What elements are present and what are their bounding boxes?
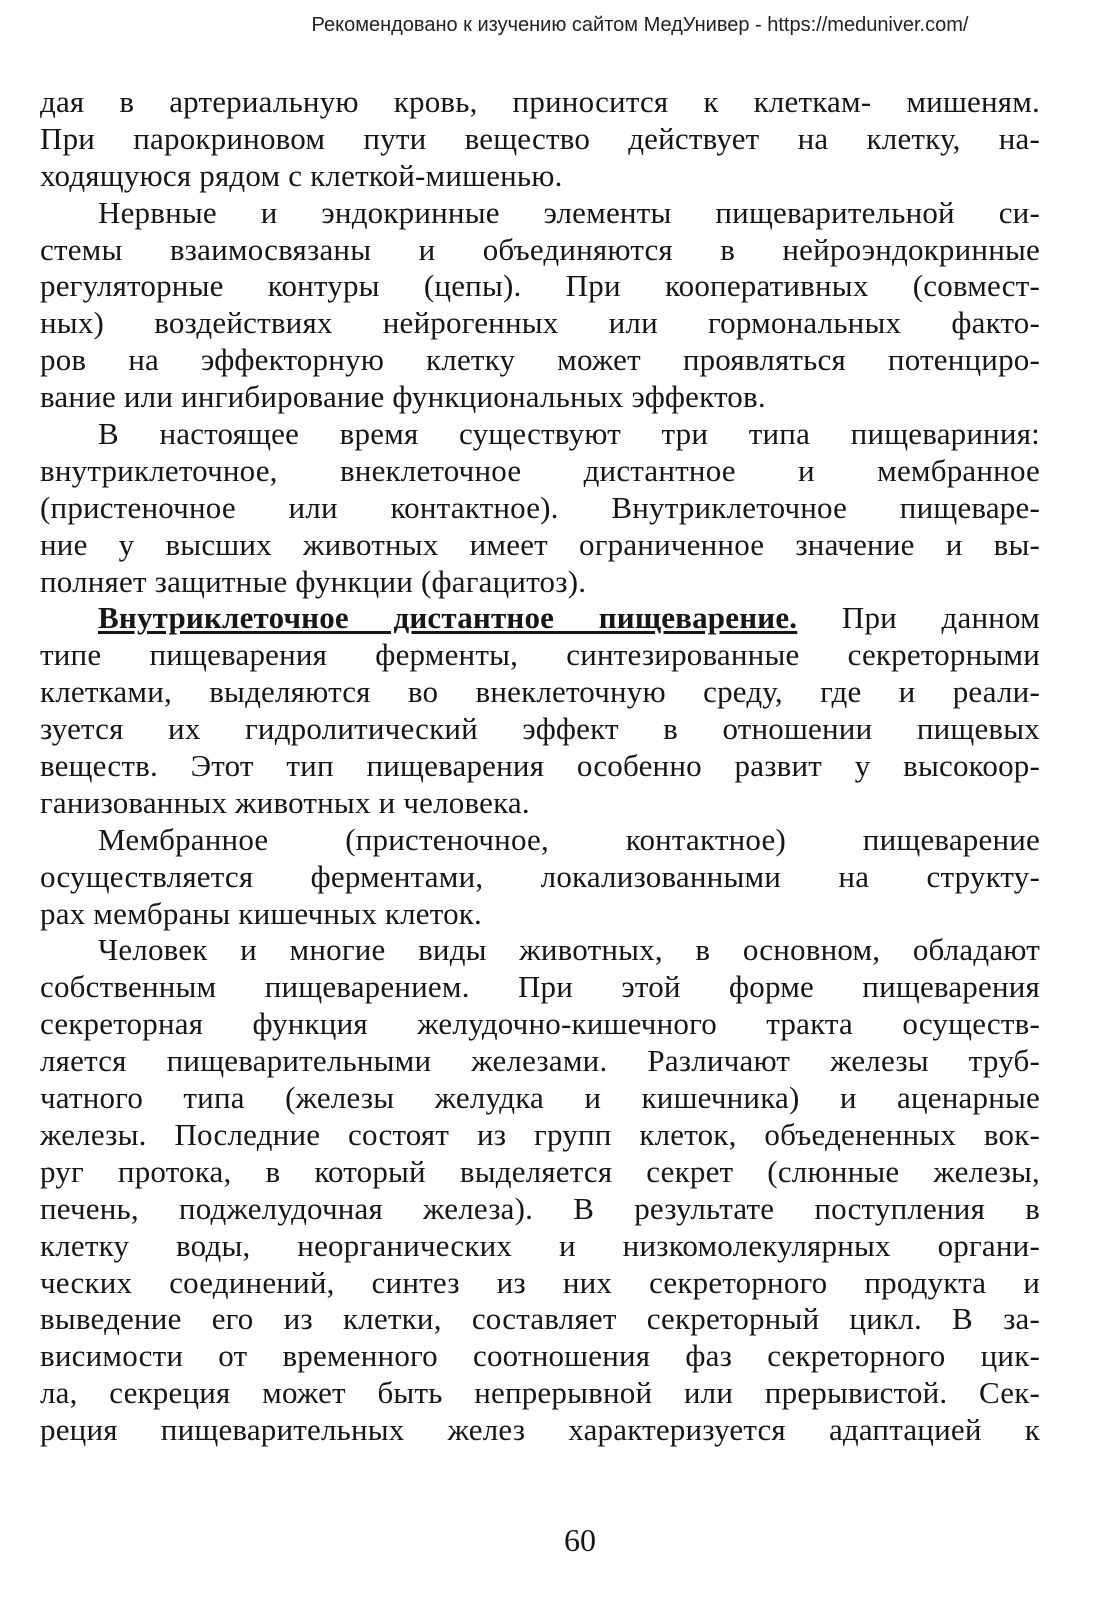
text-line: зуется их гидролитический эффект в отношении пищевых xyxy=(40,711,1040,747)
text-line: ганизованных животных и человека. xyxy=(40,784,530,820)
text-block-1 xyxy=(40,84,1040,600)
text-line: дая в артериальную кровь, приносится к клеткам- мишеням. xyxy=(40,84,1040,119)
text-line: ляется пищеварительными железами. Различают железы труб- xyxy=(40,1043,1040,1079)
text-line: секреторная функция желудочно-кишечного тракта осуществ- xyxy=(40,1006,1040,1042)
text-line: веществ. Этот тип пищеварения особенно развит у высокоор- xyxy=(40,748,1040,784)
text-line: вание или ингибирование функциональных эффектов. xyxy=(40,379,766,415)
page-body xyxy=(40,84,1040,1524)
text-line: клетками, выделяются во внеклеточную среду, где и реали- xyxy=(40,674,1040,710)
text-line: регуляторные контуры (цепы). При кооперативных (совмест- xyxy=(40,268,1040,304)
text-line: Мембранное (пристеночное, контактное) пищеварение xyxy=(98,821,1040,857)
text-line: (пристеночное или контактное). Внутриклеточное пищеваре- xyxy=(40,489,1040,525)
site-header: Рекомендовано к изучению сайтом МедУнивер - https://meduniver.com/ xyxy=(311,14,969,36)
heading-line-rest: При данном xyxy=(797,600,1040,636)
text-line: железы. Последние состоят из групп клеток, объедененных вок- xyxy=(40,1116,1040,1152)
text-line: В настоящее время существуют три типа пищевариния: xyxy=(98,416,1040,452)
text-line: полняет защитные функции (фагацитоз). xyxy=(40,563,587,599)
text-line: чатного типа (железы желудка и кишечника) и аценарные xyxy=(40,1080,1040,1116)
text-line: печень, поджелудочная железа). В результате поступления в xyxy=(40,1190,1040,1226)
heading-line xyxy=(40,600,1040,637)
text-block-2 xyxy=(40,637,1040,1449)
text-line: ние у высших животных имеет ограниченное значение и вы- xyxy=(40,526,1040,562)
text-line: руг протока, в который выделяется секрет (слюнные железы, xyxy=(40,1153,1040,1189)
text-line: Нервные и эндокринные элементы пищеварительной си- xyxy=(98,194,1040,230)
text-line: висимости от временного соотношения фаз секреторного цик- xyxy=(40,1338,1040,1374)
text-line: ров на эффекторную клетку может проявляться потенциро- xyxy=(40,342,1040,378)
section-heading: Внутриклеточное дистантное пищеварение. xyxy=(98,600,798,636)
text-line: выведение его из клетки, составляет секреторный цикл. В за- xyxy=(40,1301,1040,1337)
text-line: ных) воздействиях нейрогенных или гормональных факто- xyxy=(40,305,1040,341)
text-line: ходящуюся рядом с клеткой-мишенью. xyxy=(40,157,563,193)
text-line: рах мембраны кишечных клеток. xyxy=(40,895,483,931)
text-line: собственным пищеварением. При этой форме пищеварения xyxy=(40,969,1040,1005)
text-line: ла, секреция может быть непрерывной или прерывистой. Сек- xyxy=(40,1375,1040,1411)
text-line: клетку воды, неорганических и низкомолекулярных органи- xyxy=(40,1227,1040,1263)
text-line: ческих соединений, синтез из них секреторного продукта и xyxy=(40,1264,1040,1300)
text-line: Человек и многие виды животных, в основном, обладают xyxy=(98,932,1040,968)
text-line: При парокриновом пути вещество действует на клетку, на- xyxy=(40,120,1040,156)
text-line: осуществляется ферментами, локализованными на структу- xyxy=(40,858,1040,894)
text-line: стемы взаимосвязаны и объединяются в нейроэндокринные xyxy=(40,231,1040,267)
text-line: реция пищеварительных желез характеризуется адаптацией к xyxy=(40,1412,1040,1448)
text-line: типе пищеварения ферменты, синтезированные секреторными xyxy=(40,637,1040,673)
text-line: внутриклеточное, внеклеточное дистантное и мембранное xyxy=(40,452,1040,488)
page-number: 60 xyxy=(564,1522,596,1558)
indent-spacer xyxy=(40,600,98,635)
